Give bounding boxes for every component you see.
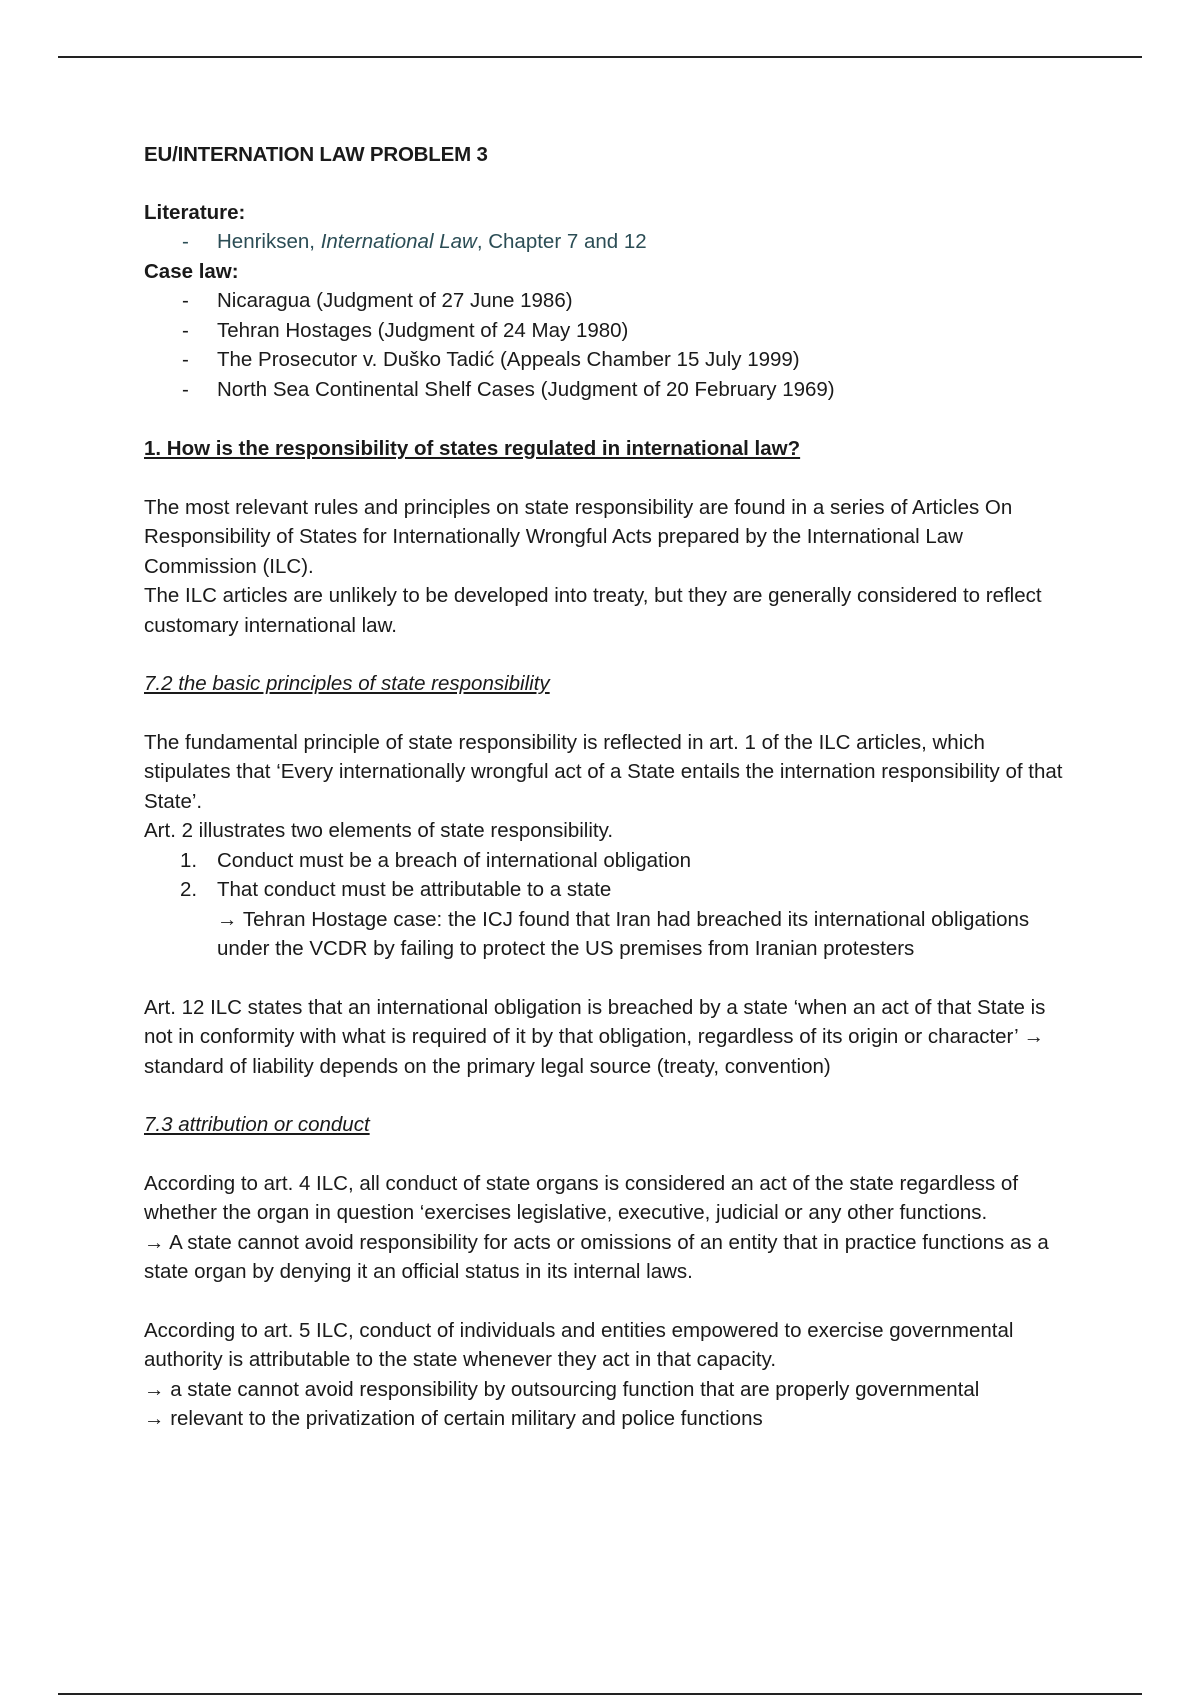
- section-7-2-paragraph: Art. 12 ILC states that an international obligation is breached by a state ‘when an act of that State is not in conformity with what is required of it by that obligation, regardless of its origin or character’ → standard of liability depends on the primary legal source (treaty, convention): [144, 995, 1046, 1078]
- section-7-3-paragraph: According to art. 4 ILC, all conduct of state organs is considered an act of the state regardless of whether the organ in question ‘exercises legislative, executive, judicial or any other functions.: [144, 1171, 1019, 1224]
- element-number: 2.: [180, 878, 198, 901]
- case-law-list: [144, 286, 1064, 404]
- case-law-label: Case law:: [144, 259, 239, 283]
- literature-chapters: , Chapter 7 and 12: [476, 230, 647, 253]
- literature-item: [144, 227, 1064, 257]
- document-page: [144, 140, 1064, 1434]
- case-law-item: - Nicaragua (Judgment of 27 June 1986): [144, 286, 1064, 316]
- element-item: [144, 875, 1064, 905]
- case-law-item: - Tehran Hostages (Judgment of 24 May 1980): [144, 316, 1064, 346]
- element-number: 1.: [180, 848, 198, 872]
- literature-label: Literature:: [144, 200, 246, 224]
- section-7-3-paragraph: → A state cannot avoid responsibility for acts or omissions of an entity that in practice functions as a state organ by denying it an official status in its internal laws.: [144, 1230, 1049, 1283]
- spacer: [144, 1287, 1064, 1316]
- literature-author: Henriksen,: [217, 230, 321, 253]
- section-7-3-paragraph: → a state cannot avoid responsibility by outsourcing function that are properly governmental: [144, 1377, 980, 1401]
- question-1-heading: 1. How is the responsibility of states regulated in international law?: [144, 437, 801, 460]
- spacer: [144, 964, 1064, 993]
- section-7-3-paragraph: According to art. 5 ILC, conduct of individuals and entities empowered to exercise governmental authority is attributable to the state whenever they act in that capacity.: [144, 1318, 1014, 1371]
- question-1-paragraph: The most relevant rules and principles on state responsibility are found in a series of Articles On Responsibility of States for Internationally Wrongful Acts prepared by the International Law Commission (ILC).: [144, 495, 1013, 578]
- section-7-3-heading: 7.3 attribution or conduct: [144, 1113, 370, 1136]
- section-7-2-heading: 7.2 the basic principles of state responsibility: [144, 672, 550, 695]
- section-7-3-paragraph: → relevant to the privatization of certain military and police functions: [144, 1407, 763, 1430]
- tehran-hostage-note: → Tehran Hostage case: the ICJ found that Iran had breached its international obligations under the VCDR by failing to protect the US premises from Iranian protesters: [217, 907, 1030, 960]
- document-title: EU/INTERNATION LAW PROBLEM 3: [144, 143, 488, 166]
- section-7-2-paragraph: Art. 2 illustrates two elements of state responsibility.: [144, 819, 614, 842]
- literature-list: [144, 227, 1064, 257]
- header-rule: [58, 56, 1142, 58]
- question-1-paragraph: The ILC articles are unlikely to be developed into treaty, but they are generally considered to reflect customary international law.: [144, 584, 1042, 637]
- literature-work-title: International Law: [320, 230, 477, 253]
- case-law-item: - The Prosecutor v. Duško Tadić (Appeals Chamber 15 July 1999): [144, 345, 1064, 375]
- state-responsibility-elements: [144, 846, 1064, 905]
- element-text: That conduct must be attributable to a state: [217, 878, 612, 901]
- element-item: [144, 846, 1064, 876]
- section-7-2-paragraph: The fundamental principle of state responsibility is reflected in art. 1 of the ILC articles, which stipulates that ‘Every internationally wrongful act of a State entails the internation responsibility of that State’.: [144, 730, 1063, 813]
- case-law-item: - North Sea Continental Shelf Cases (Judgment of 20 February 1969): [144, 375, 1064, 405]
- element-text: Conduct must be a breach of international obligation: [217, 848, 692, 872]
- footer-rule: [58, 1693, 1142, 1695]
